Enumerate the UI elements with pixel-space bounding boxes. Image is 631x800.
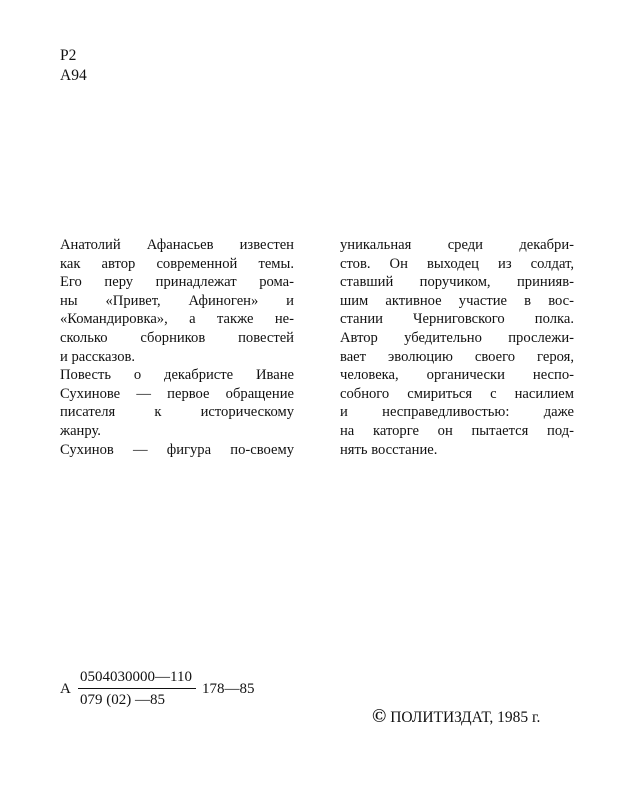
annotation-line: уникальная среди декабри- bbox=[340, 237, 574, 253]
annotation-line: собного смириться с насилием bbox=[340, 385, 574, 402]
annotation-line: ставший поручиком, принияв- bbox=[340, 274, 574, 291]
classification-code-2: А94 bbox=[60, 67, 87, 84]
bbk-side-code: 178—85 bbox=[202, 681, 255, 697]
classification-code-1: Р2 bbox=[60, 47, 77, 64]
bbk-fraction bbox=[78, 668, 196, 710]
annotation-left-column bbox=[60, 236, 294, 459]
annotation-line: стов. Он выходец из солдат, bbox=[340, 255, 574, 272]
annotation-line: «Командировка», а также не- bbox=[60, 311, 294, 328]
annotation-line: как автор современной темы. bbox=[60, 255, 294, 272]
annotation-line: на каторге он пытается под- bbox=[340, 422, 574, 439]
classification-codes bbox=[60, 46, 87, 86]
annotation-line: человека, органически неспо- bbox=[340, 367, 574, 384]
annotation-line: и рассказов. bbox=[60, 348, 136, 365]
annotation-line: и несправедливостью: даже bbox=[340, 404, 574, 421]
annotation-right-column bbox=[340, 236, 574, 459]
bbk-numerator: 0504030000—110 bbox=[80, 669, 192, 685]
annotation-line: Сухинов — фигура по-своему bbox=[60, 441, 294, 458]
bbk-denominator: 079 (02) —85 bbox=[80, 692, 165, 708]
annotation-line: писателя к историческому bbox=[60, 404, 294, 421]
annotation-line: стании Черниговского полка. bbox=[340, 311, 574, 328]
annotation-line: ны «Привет, Афиноген» и bbox=[60, 292, 294, 309]
fraction-rule bbox=[78, 688, 196, 689]
annotation-line: вает эволюцию своего героя, bbox=[340, 348, 574, 365]
annotation-line: сколько сборников повестей bbox=[60, 329, 294, 346]
annotation-line: Повесть о декабристе Иване bbox=[60, 367, 294, 384]
annotation-line: Сухинове — первое обращение bbox=[60, 385, 294, 402]
annotation-line: жанру. bbox=[60, 422, 101, 439]
copyright-text: ПОЛИТИЗДАТ, 1985 г. bbox=[390, 709, 541, 726]
bbk-letter: А bbox=[60, 681, 71, 697]
copyright-line bbox=[372, 707, 540, 728]
annotation-line: Анатолий Афанасьев известен bbox=[60, 237, 294, 253]
annotation-line: Его перу принадлежат рома- bbox=[60, 274, 294, 291]
copyright-icon: © bbox=[372, 706, 387, 727]
annotation-line: Автор убедительно прослежи- bbox=[340, 329, 574, 346]
annotation-line: шим активное участие в вос- bbox=[340, 292, 574, 309]
annotation-line: нять восстание. bbox=[340, 441, 438, 458]
